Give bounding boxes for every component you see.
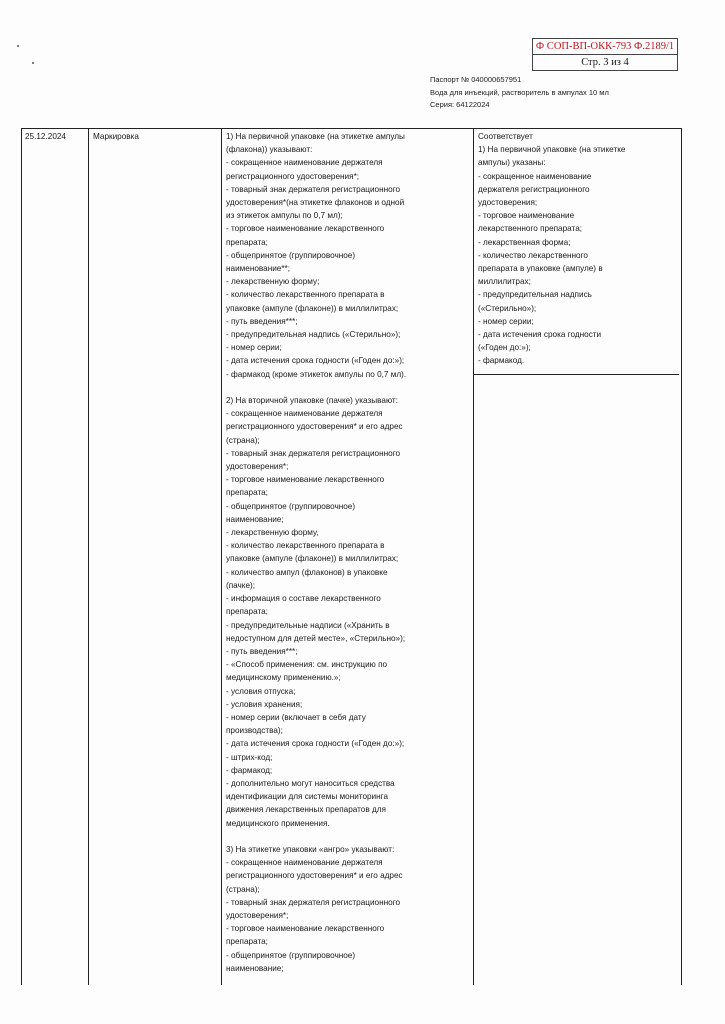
requirement-spacer	[226, 381, 469, 394]
form-code: Ф СОП-ВП-ОКК-793 Ф.2189/1	[533, 39, 677, 55]
requirement-line: - лекарственную форму;	[226, 277, 320, 287]
results-table	[21, 128, 682, 985]
requirement-line: препарата;	[226, 937, 268, 947]
requirement-line: - номер серии;	[226, 343, 282, 353]
requirement-line: медицинского применения.	[226, 818, 330, 828]
requirement-line: - «Способ применения: см. инструкцию по	[226, 660, 388, 670]
requirement-line: - штрих-код;	[226, 752, 273, 762]
requirement-line: наименование;	[226, 514, 284, 524]
requirement-line: производства);	[226, 726, 283, 736]
requirement-line: удостоверения*;	[226, 910, 289, 920]
requirement-line: - общепринятое (группировочное)	[226, 501, 356, 511]
row-indicator: Маркировка	[93, 132, 139, 141]
requirement-line: удостоверения*(на этикетке флаконов и одной	[226, 198, 405, 208]
result-line: - предупредительная надпись	[478, 290, 592, 300]
result-line: - торговое наименование	[478, 211, 575, 221]
requirement-line: - сокращенное наименование держателя	[226, 858, 383, 868]
requirement-line: 1) На первичной упаковке (на этикетке ампулы	[226, 132, 405, 141]
requirement-line: (страна);	[226, 884, 260, 894]
requirement-line: (флакона)) указывают:	[226, 145, 313, 155]
requirement-line: - сокращенное наименование держателя	[226, 409, 383, 419]
requirement-line: идентификации для системы мониторинга	[226, 792, 389, 802]
requirement-line: - количество лекарственного препарата в	[226, 290, 385, 300]
requirement-line: - общепринятое (группировочное)	[226, 250, 356, 260]
result-line: - сокращенное наименование	[478, 171, 592, 181]
requirement-line: - номер серии (включает в себя дату	[226, 712, 366, 722]
result-line: лекарственного препарата;	[478, 224, 583, 234]
product-name: Вода для инъекций, растворитель в ампулах 10 мл	[430, 87, 609, 97]
result-line: держателя регистрационного	[478, 184, 590, 194]
requirement-line: - предупредительная надпись («Стерильно»);	[226, 330, 401, 340]
requirement-line: препарата;	[226, 607, 268, 617]
requirement-line: - фармакод;	[226, 765, 273, 775]
result-line: 1) На первичной упаковке (на этикетке	[478, 145, 626, 155]
requirement-line: препарата;	[226, 488, 268, 498]
requirement-line: - торговое наименование лекарственного	[226, 475, 385, 485]
requirements-cell	[222, 129, 474, 985]
requirement-line: - сокращенное наименование держателя	[226, 158, 383, 168]
requirement-line: недоступном для детей месте», «Стерильно»);	[226, 633, 406, 643]
requirement-line: - дата истечения срока годности («Годен до:»);	[226, 739, 405, 749]
requirement-line: медицинскому применению.»;	[226, 673, 341, 683]
passport-number: Паспорт № 040000657951	[430, 75, 522, 84]
requirement-line: - путь введения***;	[226, 316, 298, 326]
requirement-line: удостоверения*;	[226, 462, 289, 472]
requirement-line: - количество лекарственного препарата в	[226, 541, 385, 551]
requirement-line: - фармакод (кроме этикеток ампулы по 0,7 мл).	[226, 369, 407, 379]
result-cell	[474, 129, 679, 985]
requirement-line: - условия отпуска;	[226, 686, 296, 696]
result-line: удостоверения;	[478, 198, 538, 208]
requirement-line: наименование**;	[226, 264, 291, 274]
indicator-cell	[89, 129, 222, 985]
form-code-box	[532, 38, 678, 71]
requirement-line: из этикеток ампулы по 0,7 мл);	[226, 211, 343, 221]
requirement-line: - дата истечения срока годности («Годен до:»);	[226, 356, 405, 366]
result-line: - фармакод.	[478, 356, 525, 366]
page-number: Стр. 3 из 4	[581, 57, 629, 68]
result-line: - количество лекарственного	[478, 250, 588, 260]
requirement-line: - предупредительные надписи («Хранить в	[226, 620, 390, 630]
requirement-line: - лекарственную форму,	[226, 528, 319, 538]
requirement-line: 2) На вторичной упаковке (пачке) указывают:	[226, 396, 398, 406]
requirement-line: движения лекарственных препаратов для	[226, 805, 386, 815]
requirement-spacer	[226, 830, 469, 843]
requirement-line: (пачке);	[226, 580, 256, 590]
requirement-line: упаковке (ампуле (флаконе)) в миллилитрах;	[226, 554, 399, 564]
requirement-line: - общепринятое (группировочное)	[226, 950, 356, 960]
series-number: Серия: 64122024	[430, 100, 490, 109]
result-line: - номер серии;	[478, 316, 534, 326]
requirement-line: - информация о составе лекарственного	[226, 594, 381, 604]
requirement-line: препарата;	[226, 237, 268, 247]
result-box	[474, 130, 679, 375]
requirement-line: - торговое наименование лекарственного	[226, 924, 385, 934]
requirement-line: - товарный знак держателя регистрационного	[226, 448, 401, 458]
result-line: - дата истечения срока годности	[478, 330, 602, 340]
date-cell	[22, 129, 89, 985]
requirement-line: (страна);	[226, 435, 260, 445]
requirement-line: 3) На этикетке упаковки «ангро» указывают:	[226, 844, 395, 854]
requirement-line: - количество ампул (флаконов) в упаковке	[226, 567, 388, 577]
requirement-line: - торговое наименование лекарственного	[226, 224, 385, 234]
result-line: Соответствует	[478, 132, 533, 141]
requirement-line: регистрационного удостоверения* и его адрес	[226, 871, 403, 881]
requirement-line: регистрационного удостоверения* и его адрес	[226, 422, 403, 432]
requirement-line: - товарный знак держателя регистрационного	[226, 184, 401, 194]
requirement-line: - условия хранения;	[226, 699, 303, 709]
row-date: 25.12.2024	[25, 132, 66, 141]
result-line: («Годен до:»);	[478, 343, 531, 353]
result-line: препарата в упаковке (ампуле) в	[478, 264, 603, 274]
result-line: («Стерильно»);	[478, 303, 537, 313]
requirement-line: - товарный знак держателя регистрационного	[226, 897, 401, 907]
requirement-line: - дополнительно могут наноситься средства	[226, 778, 395, 788]
requirement-line: регистрационного удостоверения*;	[226, 171, 360, 181]
requirement-line: - путь введения***;	[226, 646, 298, 656]
requirement-line: наименование;	[226, 963, 284, 973]
requirement-line: упаковке (ампуле (флаконе)) в миллилитрах;	[226, 303, 399, 313]
result-line: миллилитрах;	[478, 277, 531, 287]
passport-block	[430, 74, 609, 112]
result-line: - лекарственная форма;	[478, 237, 571, 247]
result-line: ампулы) указаны:	[478, 158, 546, 168]
